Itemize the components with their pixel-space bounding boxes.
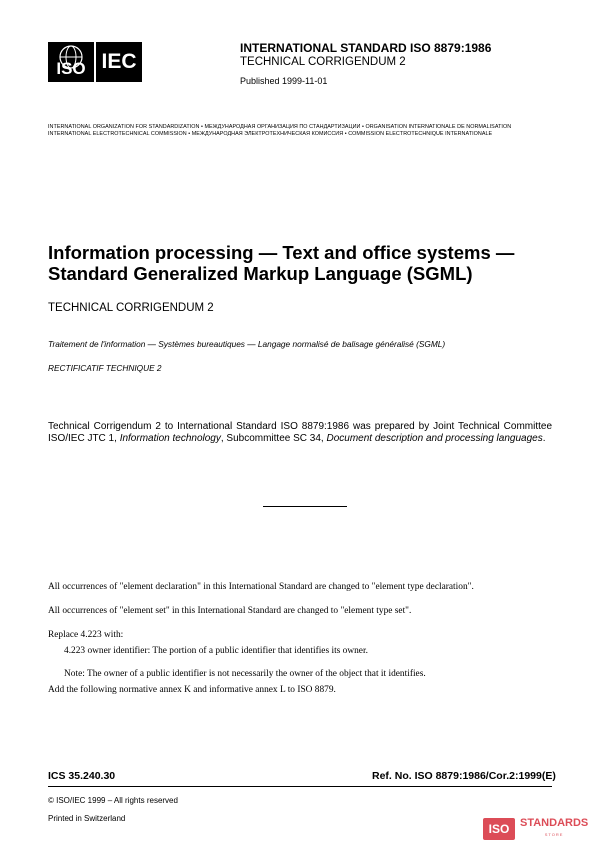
intro-paragraph: Technical Corrigendum 2 to International Standard ISO 8879:1986 was prepared by Joint Technical Committee ISO/IEC JTC 1, Information technology, Subcommittee SC 34, Document description and processing languages. bbox=[48, 421, 552, 444]
body-line: All occurrences of "element declaration" in this International Standard are changed to "element type declaration". bbox=[48, 582, 474, 592]
body-line: All occurrences of "element set" in this International Standard are changed to "element type set". bbox=[48, 606, 412, 616]
committee-name: Information technology bbox=[119, 433, 221, 444]
org-line-iec: INTERNATIONAL ELECTROTECHNICAL COMMISSION • МЕЖДУНАРОДНАЯ ЭЛЕКТРОТЕХНИЧЕСКАЯ КОМИССИЯ • COMMISSION ELECTROTECHNIQUE INTERNATIONALE bbox=[48, 131, 493, 137]
title-line-1: Information processing — Text and office systems — bbox=[48, 242, 515, 263]
standard-title: INTERNATIONAL STANDARD ISO 8879:1986 bbox=[240, 41, 492, 55]
ics-code: ICS 35.240.30 bbox=[48, 770, 116, 782]
watermark-iso-logo: ISO bbox=[483, 818, 515, 840]
technical-corrigendum-heading: TECHNICAL CORRIGENDUM 2 bbox=[48, 302, 214, 314]
subcommittee-name: Document description and processing languages bbox=[326, 433, 543, 444]
iec-logo bbox=[96, 42, 142, 82]
note-line: Note: The owner of a public identifier is not necessarily the owner of the object that it identifies. bbox=[64, 669, 426, 679]
french-title: Traitement de l'information — Systèmes bureautiques — Langage normalisé de balisage généralisé (SGML) bbox=[48, 339, 446, 349]
iec-logo-text: IEC bbox=[101, 50, 137, 73]
iso-logo bbox=[48, 42, 94, 82]
section-divider bbox=[263, 506, 347, 507]
french-corrigendum-heading: RECTIFICATIF TECHNIQUE 2 bbox=[48, 363, 162, 373]
iso-logo-text: ISO bbox=[56, 59, 86, 78]
corrigendum-label: TECHNICAL CORRIGENDUM 2 bbox=[240, 56, 406, 68]
watermark-text: STANDARDS STORE bbox=[520, 817, 589, 837]
printed-in: Printed in Switzerland bbox=[48, 814, 126, 823]
reference-number: Ref. No. ISO 8879:1986/Cor.2:1999(E) bbox=[372, 770, 556, 782]
title-line-2: Standard Generalized Markup Language (SGML) bbox=[48, 263, 473, 284]
standards-store-watermark bbox=[483, 814, 593, 844]
body-line: Add the following normative annex K and informative annex L to ISO 8879. bbox=[48, 685, 336, 695]
published-date: Published 1999-11-01 bbox=[240, 76, 328, 86]
footer-divider bbox=[48, 786, 552, 787]
definition-line: 4.223 owner identifier: The portion of a public identifier that identifies its owner. bbox=[64, 646, 368, 656]
document-title bbox=[48, 242, 568, 284]
copyright: © ISO/IEC 1999 – All rights reserved bbox=[48, 796, 178, 805]
org-line-iso: INTERNATIONAL ORGANIZATION FOR STANDARDIZATION • МЕЖДУНАРОДНАЯ ОРГАНИЗАЦИЯ ПО СТАНДАРТИЗАЦИИ • ORGANISATION INTERNATIONALE DE NORMALISATION bbox=[48, 124, 512, 130]
body-line: Replace 4.223 with: bbox=[48, 630, 124, 640]
